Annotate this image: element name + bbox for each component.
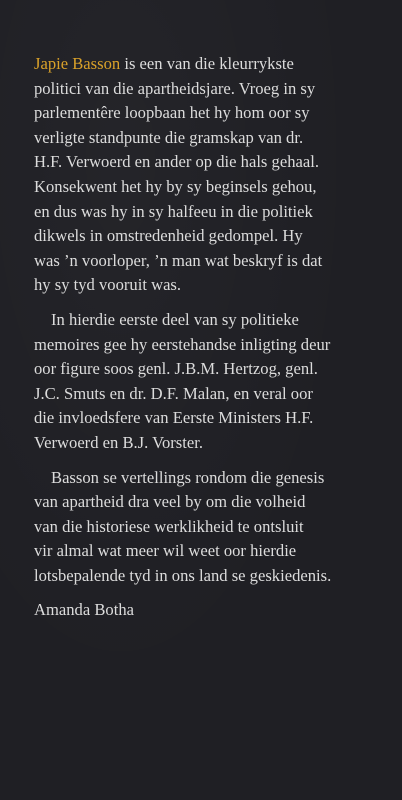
paragraph-2-line-5: die invloedsfere van Eerste Ministers H.F. (34, 408, 314, 428)
author-name-highlight: Japie Basson (34, 54, 121, 73)
paragraph-1-line-7: en dus was hy in sy halfeeu in die politiek (34, 201, 313, 221)
signature: Amanda Botha (34, 600, 135, 620)
paragraph-1-line-9: was ’n voorloper, ’n man wat beskryf is dat (34, 250, 323, 270)
paragraph-1-line-5: H.F. Verwoerd en ander op die hals gehaal. (34, 152, 319, 172)
paragraph-1-line-10: hy sy tyd vooruit was. (34, 275, 182, 295)
paragraph-3 (34, 466, 382, 589)
paragraph-3-line-1: Basson se vertellings rondom die genesis (51, 467, 325, 487)
paragraph-2-line-6: Verwoerd en B.J. Vorster. (34, 432, 203, 452)
paragraph-2-line-2: memoires gee hy eerstehandse inligting deur (34, 334, 331, 354)
paragraph-3-line-4: vir almal wat meer wil weet oor hierdie (34, 541, 297, 561)
paragraph-1-line-6: Konsekwent het hy by sy beginsels gehou, (34, 176, 317, 196)
paragraph-3-line-5: lotsbepalende tyd in ons land se geskiedenis. (34, 565, 332, 585)
paragraph-2-line-3: oor figure soos genl. J.B.M. Hertzog, genl. (34, 359, 318, 379)
paragraph-3-line-3: van die historiese werklikheid te ontsluit (34, 516, 304, 536)
paragraph-1 (34, 52, 382, 298)
paragraph-3-line-2: van apartheid dra veel by om die volheid (34, 492, 306, 512)
paragraph-2-line-4: J.C. Smuts en dr. D.F. Malan, en veral oor (34, 383, 313, 403)
paragraph-1-line-2: politici van die apartheidsjare. Vroeg in sy (34, 78, 316, 98)
paragraph-2-line-1: In hierdie eerste deel van sy politieke (51, 309, 299, 329)
paragraph-1-line-8: dikwels in omstredenheid gedompel. Hy (34, 226, 303, 246)
paragraph-1-line-3: parlementêre loopbaan het hy hom oor sy (34, 103, 310, 123)
paragraph-1-line-1 (34, 52, 382, 77)
paragraph-1-line-4: verligte standpunte die gramskap van dr. (34, 127, 304, 147)
paragraph-1-line-1-rest: is een van die kleurrykste (120, 54, 294, 73)
paragraph-2 (34, 308, 382, 456)
